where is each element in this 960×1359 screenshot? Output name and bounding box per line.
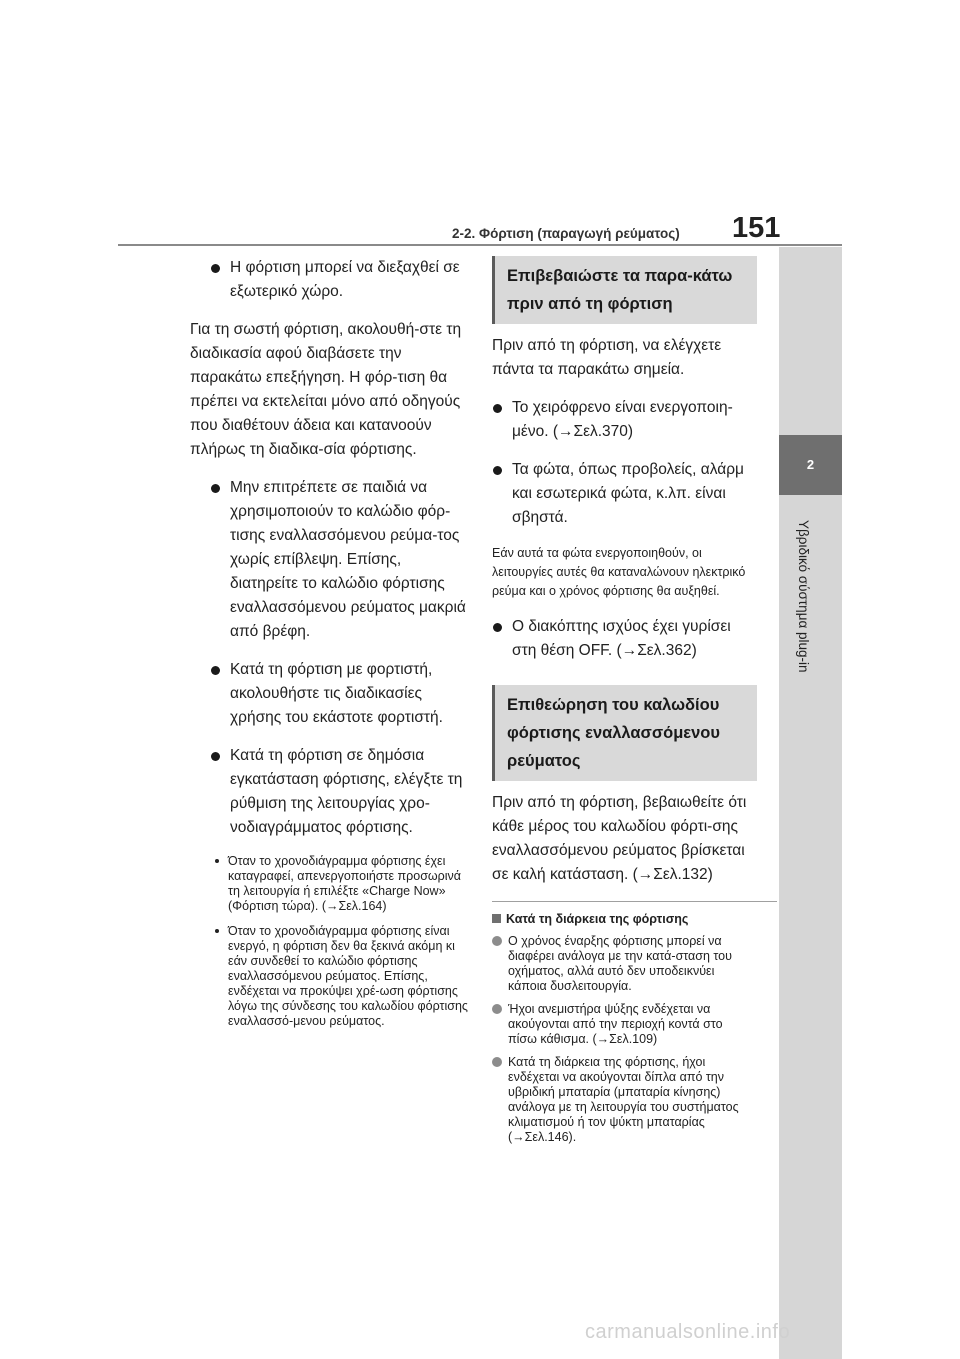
note-text: Όταν το χρονοδιάγραμμα φόρτισης έχει καταγραφεί, απενεργοποιήστε προσωρινά τη λειτουργία ή επιλέξτε «Charge Now» (Φόρτιση τώρα). (→Σελ.164) bbox=[228, 854, 462, 913]
paragraph: Πριν από τη φόρτιση, βεβαιωθείτε ότι κάθε μέρος του καλωδίου φόρτι-σης εναλλασσόμενου ρεύματος βρίσκεται σε καλή κατάσταση. (→Σελ.132) bbox=[492, 794, 747, 883]
bullet-text: Μην επιτρέπετε σε παιδιά να χρησιμοποιούν το καλώδιο φόρ-τισης εναλλασσόμενου ρεύμα-τος χωρίς επίβλεψη. Επίσης, διατηρείτε το καλώδιο φόρτισης εναλλασσόμενου ρεύματος μακριά από βρέφη. bbox=[230, 479, 466, 640]
chapter-tab: 2 bbox=[779, 435, 842, 495]
side-margin-band bbox=[779, 247, 842, 1359]
note-text: Όταν το χρονοδιάγραμμα φόρτισης είναι ενεργό, η φόρτιση δεν θα ξεκινά ακόμη κι εάν συνδεθεί το καλώδιο φόρτισης εναλλασσόμενου ρεύματος. Επίσης, ενδέχεται να προκύψει χρέ-ωση φόρτισης λόγω της σύνδεσης του καλωδίου φόρτισης εναλλασσό-μενου ρεύματος. bbox=[228, 924, 468, 1028]
bullet-item bbox=[210, 658, 472, 730]
bullet-item bbox=[210, 744, 472, 840]
bullet-dot-icon bbox=[493, 404, 502, 413]
note-text: Ο χρόνος έναρξης φόρτισης μπορεί να διαφέρει ανάλογα με την κατά-σταση του οχήματος, αλλά αυτό δεν υποδεικνύει κάποια δυσλειτουργία. bbox=[508, 934, 732, 993]
header-divider bbox=[118, 244, 842, 246]
note-text: Κατά τη διάρκεια της φόρτισης, ήχοι ενδέχεται να ακούγονται δίπλα από την υβριδική μπαταρία (μπαταρία κίνησης) ανάλογα με τη λειτουργία του συστήματος κλιματισμού ή τον ψύκτη μπαταρίας (→Σελ.146). bbox=[508, 1055, 739, 1144]
bullet-text: Κατά τη φόρτιση σε δημόσια εγκατάσταση φόρτισης, ελέγξτε τη ρύθμιση της λειτουργίας χρο-νοδιαγράμματος φόρτισης. bbox=[230, 747, 463, 836]
gray-circle-icon bbox=[492, 936, 502, 946]
gray-note-item bbox=[492, 1055, 754, 1145]
note-item bbox=[210, 854, 472, 914]
section-divider bbox=[492, 901, 777, 902]
small-bullet-icon bbox=[215, 859, 219, 863]
section-heading: Επιθεώρηση του καλωδίου φόρτισης εναλλασσόμενου ρεύματος bbox=[492, 685, 757, 781]
note-item bbox=[210, 924, 472, 1029]
bullet-item bbox=[492, 615, 754, 663]
bullet-dot-icon bbox=[493, 466, 502, 475]
watermark: carmanualsonline.info bbox=[585, 1321, 791, 1343]
square-bullet-icon bbox=[492, 914, 501, 923]
bullet-text: Κατά τη φόρτιση με φορτιστή, ακολουθήστε τις διαδικασίες χρήσης του εκάστοτε φορτιστή. bbox=[230, 661, 443, 726]
bullet-dot-icon bbox=[211, 666, 220, 675]
bullet-item bbox=[210, 256, 472, 304]
bullet-text: Τα φώτα, όπως προβολείς, αλάρμ και εσωτερικά φώτα, κ.λπ. είναι σβηστά. bbox=[512, 461, 744, 526]
bullet-item bbox=[492, 396, 754, 444]
gray-note-item bbox=[492, 934, 754, 994]
bullet-text: Ο διακόπτης ισχύος έχει γυρίσει στη θέση OFF. (→Σελ.362) bbox=[512, 618, 731, 659]
bullet-dot-icon bbox=[211, 752, 220, 761]
gray-circle-icon bbox=[492, 1004, 502, 1014]
page-number: 151 bbox=[732, 212, 781, 244]
bullet-dot-icon bbox=[211, 484, 220, 493]
note-text: Ήχοι ανεμιστήρα ψύξης ενδέχεται να ακούγονται από την περιοχή κοντά στο πίσω κάθισμα. (→Σελ.109) bbox=[508, 1002, 723, 1046]
bullet-text: Η φόρτιση μπορεί να διεξαχθεί σε εξωτερικό χώρο. bbox=[230, 259, 460, 300]
subheading-text: Κατά τη διάρκεια της φόρτισης bbox=[506, 912, 689, 926]
bullet-text: Το χειρόφρενο είναι ενεργοποιη-μένο. (→Σελ.370) bbox=[512, 399, 733, 440]
section-title: 2-2. Φόρτιση (παραγωγή ρεύματος) bbox=[452, 226, 680, 241]
bullet-item bbox=[492, 458, 754, 530]
bullet-dot-icon bbox=[493, 623, 502, 632]
small-bullet-icon bbox=[215, 929, 219, 933]
paragraph: Πριν από τη φόρτιση, να ελέγχετε πάντα τα παρακάτω σημεία. bbox=[492, 337, 722, 378]
left-column bbox=[190, 256, 472, 1039]
paragraph: Για τη σωστή φόρτιση, ακολουθή-στε τη διαδικασία αφού διαβάσετε την παρακάτω επεξήγηση. Η φόρ-τιση θα πρέπει να εκτελείται μόνο από οδηγούς που διαθέτουν άδεια και κατανοούν πλήρως τη διαδικα-σία φόρτισης. bbox=[190, 321, 462, 458]
bullet-item bbox=[210, 476, 472, 644]
small-paragraph: Εάν αυτά τα φώτα ενεργοποιηθούν, οι λειτουργίες αυτές θα καταναλώνουν ηλεκτρικό ρεύμα και ο χρόνος φόρτισης θα αυξηθεί. bbox=[492, 546, 746, 598]
gray-note-item bbox=[492, 1002, 754, 1047]
bullet-dot-icon bbox=[211, 264, 220, 273]
chapter-title-vertical: Υβριδικό σύστημα plug-in bbox=[796, 520, 811, 673]
gray-circle-icon bbox=[492, 1057, 502, 1067]
section-heading: Επιβεβαιώστε τα παρα-κάτω πριν από τη φόρτιση bbox=[492, 256, 757, 324]
right-column bbox=[492, 256, 754, 1153]
subheading bbox=[492, 912, 754, 926]
